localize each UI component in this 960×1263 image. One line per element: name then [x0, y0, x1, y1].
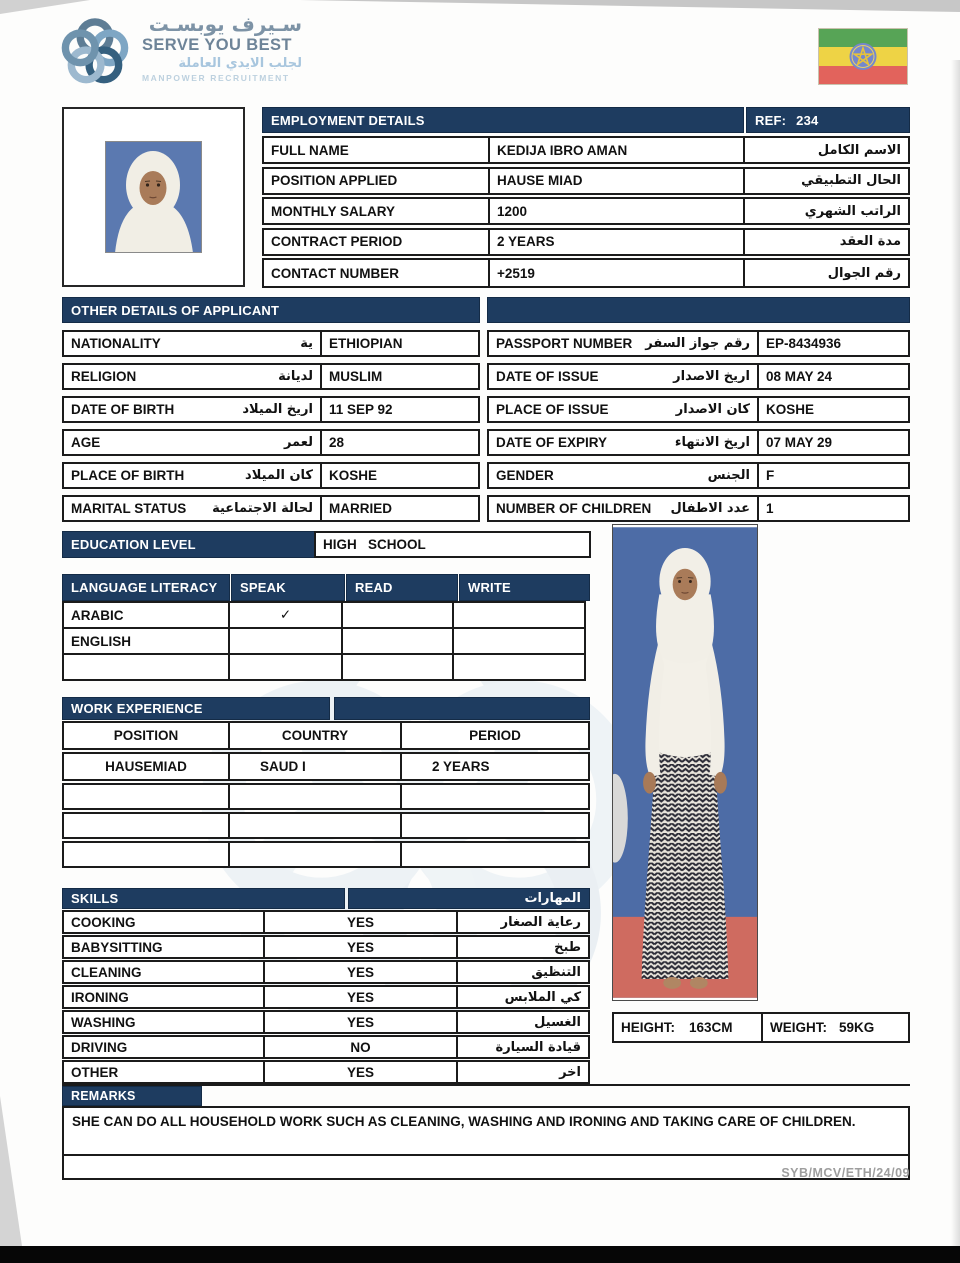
scan-edge-artifact	[951, 60, 960, 1246]
skill-value: YES	[263, 985, 458, 1009]
field-label-arabic: اريخ الميلاد	[242, 402, 313, 417]
field-value: 1	[757, 495, 910, 522]
ref-cell	[746, 107, 910, 133]
field-value: 28	[320, 429, 480, 456]
field-label: DATE OF EXPIRY	[496, 435, 608, 450]
skills-title-arabic: المهارات	[524, 891, 581, 906]
field-label: MONTHLY SALARY	[262, 197, 490, 225]
work-country	[228, 812, 402, 839]
column-header: PERIOD	[400, 721, 590, 750]
skill-name: IRONING	[62, 985, 265, 1009]
field-label-arabic: مدة العقد	[839, 234, 901, 249]
table-row	[62, 960, 590, 984]
language-name: ENGLISH	[62, 627, 230, 655]
field-label-arabic: الحال التطبيقي	[801, 173, 901, 188]
column-header: COUNTRY	[228, 721, 402, 750]
field-label-arabic: لعمر	[283, 435, 313, 450]
table-row	[62, 812, 590, 839]
skills-title: SKILLS	[62, 888, 345, 909]
skills-table	[62, 888, 590, 1084]
literacy-cell	[228, 627, 343, 655]
document-reference-code: SYB/MCV/ETH/24/09	[781, 1166, 910, 1180]
education-level-label: EDUCATION LEVEL	[62, 531, 315, 558]
work-position	[62, 783, 230, 810]
field-value: 2 YEARS	[488, 228, 745, 256]
work-period	[400, 812, 590, 839]
education-level-row	[62, 531, 591, 558]
field-label-arabic: رقم الجوال	[827, 265, 901, 281]
weight-label: WEIGHT:	[770, 1020, 827, 1035]
field-label-arabic: اريخ الانتهاء	[674, 435, 750, 450]
scan-edge-artifact	[300, 0, 960, 12]
table-row	[262, 197, 910, 225]
portrait-photo-image	[105, 141, 202, 253]
table-row	[487, 495, 910, 522]
logo-knot-icon	[58, 14, 132, 92]
field-label: PLACE OF BIRTH	[71, 468, 185, 483]
ethiopia-flag-icon	[818, 28, 908, 85]
field-label: PLACE OF ISSUE	[496, 402, 609, 417]
field-value: KOSHE	[757, 396, 910, 423]
table-row	[62, 1060, 590, 1084]
field-value: HAUSE MIAD	[488, 167, 745, 195]
field-value: EP-8434936	[757, 330, 910, 357]
skill-name: COOKING	[62, 910, 265, 934]
field-label-arabic: اريخ الاصدار	[673, 369, 750, 384]
field-label: POSITION APPLIED	[262, 167, 490, 195]
employment-details-title: EMPLOYMENT DETAILS	[262, 107, 744, 133]
table-row	[62, 910, 590, 934]
weight-value: 59KG	[839, 1020, 875, 1035]
skill-value: YES	[263, 935, 458, 959]
table-row	[262, 258, 910, 288]
field-value: 1200	[488, 197, 745, 225]
table-row	[62, 935, 590, 959]
work-country	[228, 841, 402, 868]
table-row	[62, 1035, 590, 1059]
field-label-arabic: الراتب الشهري	[804, 203, 901, 219]
skill-value: YES	[263, 1060, 458, 1084]
field-value: F	[757, 462, 910, 489]
ref-value: 234	[796, 112, 819, 128]
field-label-arabic: لديانة	[278, 369, 313, 384]
field-label: NUMBER OF CHILDREN	[496, 501, 652, 516]
skill-name-arabic: قيادة السيارة	[495, 1039, 581, 1055]
field-value: KEDIJA IBRO AMAN	[488, 136, 745, 164]
logo-arabic-title: سـيرف يوبسـت	[148, 12, 302, 36]
field-value: KOSHE	[320, 462, 480, 489]
agency-logo	[58, 14, 302, 92]
logo-arabic-subtitle: لجلب الايدي العاملة	[178, 56, 302, 72]
skill-name: DRIVING	[62, 1035, 265, 1059]
field-value: ETHIOPIAN	[320, 330, 480, 357]
table-row	[62, 1010, 590, 1034]
field-label-arabic: كان الاصدار	[675, 402, 750, 417]
language-literacy-table	[62, 574, 590, 681]
table-row	[62, 601, 590, 629]
column-header: SPEAK	[231, 574, 345, 601]
scan-edge-artifact	[0, 1246, 960, 1263]
literacy-cell	[452, 627, 586, 655]
literacy-cell	[452, 601, 586, 629]
field-label-arabic: الاسم الكامل	[817, 142, 901, 158]
column-header: WRITE	[459, 574, 590, 601]
field-label: GENDER	[496, 468, 554, 483]
skill-name: CLEANING	[62, 960, 265, 984]
work-country	[228, 783, 402, 810]
table-row	[62, 627, 590, 655]
work-experience-table	[62, 697, 590, 868]
applicant-fullbody-photo	[612, 524, 758, 1001]
field-label: CONTRACT PERIOD	[262, 228, 490, 256]
table-row	[262, 228, 910, 256]
height-value: 163CM	[689, 1020, 733, 1035]
field-label-arabic: ية	[300, 336, 313, 351]
table-row	[487, 462, 910, 489]
table-row	[262, 136, 910, 164]
scan-edge-artifact	[0, 0, 90, 14]
table-row	[62, 721, 590, 750]
field-value: 11 SEP 92	[320, 396, 480, 423]
skill-name-arabic: طبخ	[554, 939, 581, 955]
field-label-arabic: كان الميلاد	[245, 468, 313, 483]
table-row	[62, 396, 480, 423]
work-country: SAUD I	[228, 752, 402, 781]
skill-name: WASHING	[62, 1010, 265, 1034]
table-row	[62, 653, 590, 681]
remarks-text: SHE CAN DO ALL HOUSEHOLD WORK SUCH AS CLEANING, WASHING AND IRONING AND TAKING CARE OF CHILDREN.	[62, 1106, 910, 1156]
skill-name: OTHER	[62, 1060, 265, 1084]
field-label: DATE OF ISSUE	[496, 369, 599, 384]
other-details-title: OTHER DETAILS OF APPLICANT	[62, 297, 480, 323]
other-details-header-spacer	[487, 297, 910, 323]
measurements-row	[612, 1012, 910, 1043]
remarks-title: REMARKS	[62, 1086, 202, 1106]
logo-subtitle: MANPOWER RECRUITMENT	[142, 72, 290, 83]
skill-value: YES	[263, 960, 458, 984]
table-row	[487, 396, 910, 423]
other-details-section	[62, 297, 910, 522]
table-row	[487, 363, 910, 390]
field-value: 08 MAY 24	[757, 363, 910, 390]
skill-name-arabic: اخر	[559, 1064, 581, 1080]
skill-name-arabic: الغسيل	[534, 1014, 581, 1030]
table-row	[487, 429, 910, 456]
field-value: MUSLIM	[320, 363, 480, 390]
work-period	[400, 841, 590, 868]
literacy-cell	[228, 653, 343, 681]
field-label: PASSPORT NUMBER	[496, 336, 633, 351]
table-row	[62, 429, 480, 456]
work-experience-title: WORK EXPERIENCE	[62, 697, 330, 720]
ref-label: REF:	[755, 112, 787, 128]
field-label-arabic: الجنس	[707, 468, 750, 483]
table-row	[62, 495, 480, 522]
work-position	[62, 812, 230, 839]
other-details-right-column	[487, 330, 910, 522]
table-row	[62, 985, 590, 1009]
work-experience-header-spacer	[334, 697, 590, 720]
literacy-cell	[341, 627, 454, 655]
field-label: DATE OF BIRTH	[71, 402, 175, 417]
work-position: HAUSEMIAD	[62, 752, 230, 781]
skill-value: YES	[263, 1010, 458, 1034]
other-details-left-column	[62, 330, 480, 522]
field-label: AGE	[71, 435, 101, 450]
skill-name: BABYSITTING	[62, 935, 265, 959]
field-label: CONTACT NUMBER	[262, 258, 490, 288]
table-row	[62, 330, 480, 357]
field-label-arabic: عدد الاطفال	[670, 501, 750, 516]
height-label: HEIGHT:	[621, 1020, 675, 1035]
skill-value: NO	[263, 1035, 458, 1059]
check-icon: ✓	[279, 607, 292, 623]
literacy-cell	[452, 653, 586, 681]
field-label: NATIONALITY	[71, 336, 161, 351]
language-name: ARABIC	[62, 601, 230, 629]
field-label: RELIGION	[71, 369, 137, 384]
field-label: FULL NAME	[262, 136, 490, 164]
field-label-arabic: لحالة الاجتماعية	[212, 501, 313, 516]
logo-title: SERVE YOU BEST	[142, 36, 292, 54]
field-value: +2519	[488, 258, 745, 288]
language-name	[62, 653, 230, 681]
skill-name-arabic: التنظيق	[531, 964, 581, 980]
table-row	[62, 363, 480, 390]
table-row	[62, 752, 590, 781]
work-position	[62, 841, 230, 868]
field-value: MARRIED	[320, 495, 480, 522]
applicant-portrait-photo	[62, 107, 245, 287]
column-header: READ	[346, 574, 458, 601]
literacy-cell	[341, 601, 454, 629]
table-row	[62, 783, 590, 810]
scan-edge-artifact	[0, 1096, 22, 1246]
skill-value: YES	[263, 910, 458, 934]
field-label: MARITAL STATUS	[71, 501, 187, 516]
field-label-arabic: رقم جواز السفر	[645, 336, 750, 351]
table-row	[487, 330, 910, 357]
employment-details-table	[262, 107, 910, 288]
literacy-cell	[341, 653, 454, 681]
table-row	[62, 841, 590, 868]
field-value: 07 MAY 29	[757, 429, 910, 456]
skill-name-arabic: كي الملابس	[504, 989, 581, 1005]
education-level-value: HIGH SCHOOL	[314, 531, 591, 558]
work-period	[400, 783, 590, 810]
skill-name-arabic: رعاية الصغار	[500, 914, 581, 930]
column-header: LANGUAGE LITERACY	[62, 574, 230, 601]
table-row	[62, 462, 480, 489]
work-period: 2 YEARS	[400, 752, 590, 781]
table-row	[262, 167, 910, 195]
column-header: POSITION	[62, 721, 230, 750]
